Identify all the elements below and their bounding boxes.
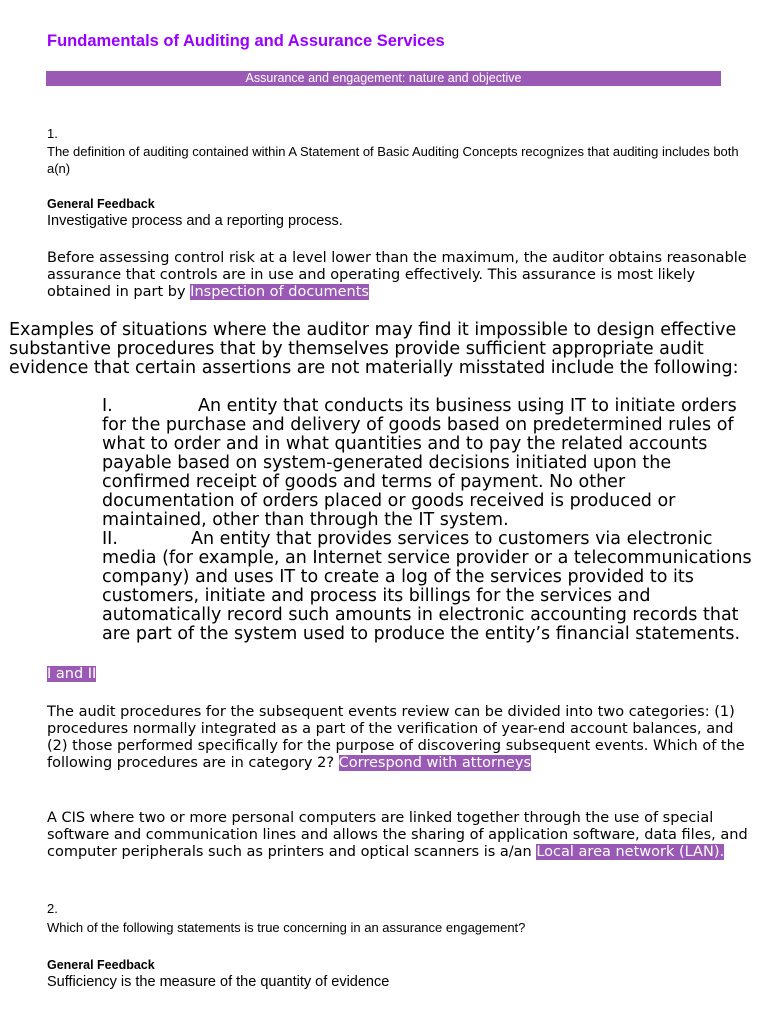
examples-intro-text: Examples of situations where the auditor may find it impossible to design effective substantive procedures that by themselves provide sufficient appropriate audit evidence that certain assertions are not materially misstated include the following: bbox=[9, 320, 739, 378]
question-1-feedback-text: Investigative process and a reporting process. bbox=[47, 213, 343, 229]
example-item-2-text: An entity that provides services to customers via electronic media (for example, an Internet service provider or a telecommunications company) and uses IT to create a log of the services provided to its customers, initiate and process its billings for the services and automatically record such amounts in electronic accounting records that are part of the system used to produce the entity’s financial statements. bbox=[102, 529, 752, 644]
example-item-1-number: I. bbox=[102, 396, 113, 416]
question-1-feedback-label: General Feedback bbox=[47, 197, 155, 211]
examples-answer: I and II bbox=[47, 666, 97, 682]
question-2-number: 2. bbox=[47, 901, 58, 916]
subsequent-events-text: The audit procedures for the subsequent events review can be divided into two categories: (1) procedures normally integrated as a part of the verification of year-end account balances, and (2) those performed specifically for the purpose of discovering subsequent events. Which of the following procedures are in category 2? bbox=[47, 704, 745, 771]
example-item-2-number: II. bbox=[102, 529, 118, 549]
question-1-number: 1. bbox=[47, 126, 58, 141]
cis-text: A CIS where two or more personal computers are linked together through the use of special software and communication lines and allows the sharing of application software, data files, and computer peripherals such as printers and optical scanners is a/an bbox=[47, 810, 748, 860]
question-2-text: Which of the following statements is true concerning in an assurance engagement? bbox=[47, 920, 526, 935]
section-banner: Assurance and engagement: nature and objective bbox=[46, 71, 721, 86]
control-risk-paragraph bbox=[47, 250, 752, 301]
control-risk-answer: Inspection of documents bbox=[190, 284, 369, 300]
question-2-feedback-text: Sufficiency is the measure of the quantity of evidence bbox=[47, 974, 390, 990]
question-2-feedback-label: General Feedback bbox=[47, 958, 155, 972]
examples-answer-line bbox=[47, 666, 96, 683]
document-title: Fundamentals of Auditing and Assurance Services bbox=[47, 32, 445, 50]
control-risk-text: Before assessing control risk at a level lower than the maximum, the auditor obtains reasonable assurance that controls are in use and operating effectively. This assurance is most likely obtained in part by bbox=[47, 250, 747, 300]
example-item-1-text: An entity that conducts its business using IT to initiate orders for the purchase and delivery of goods based on predetermined rules of what to order and in what quantities and to pay the related accounts payable based on system-generated decisions initiated upon the confirmed receipt of goods and terms of payment. No other documentation of orders placed or goods received is produced or maintained, other than through the IT system. bbox=[102, 396, 737, 530]
subsequent-events-paragraph bbox=[47, 704, 752, 772]
example-item-1 bbox=[102, 397, 752, 530]
cis-answer: Local area network (LAN). bbox=[536, 844, 725, 860]
subsequent-events-answer: Correspond with attorneys bbox=[338, 755, 531, 771]
example-item-2 bbox=[102, 530, 752, 644]
question-1-text: The definition of auditing contained within A Statement of Basic Auditing Concepts recognizes that auditing includes both a(n) bbox=[47, 144, 739, 176]
cis-paragraph bbox=[47, 810, 752, 861]
